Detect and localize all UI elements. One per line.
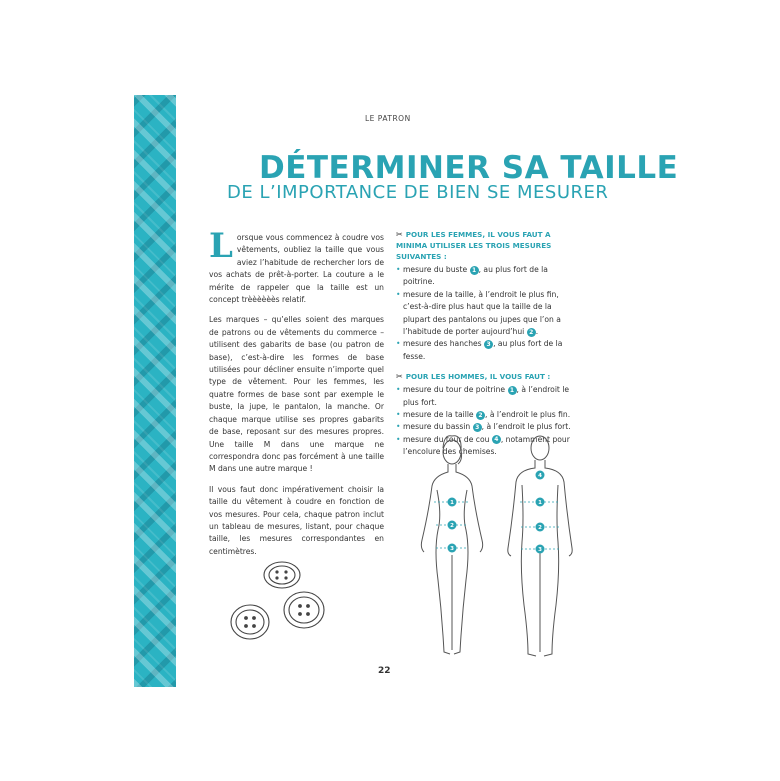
item-text: , à l’endroit le plus fort. xyxy=(403,385,570,407)
men-heading xyxy=(396,371,573,382)
sewing-buttons-illustration xyxy=(222,550,332,650)
item-text: , au plus fort de la poitrine. xyxy=(403,265,548,287)
marker-badge: 3 xyxy=(473,423,482,432)
marker-badge: 4 xyxy=(492,435,501,444)
list-item xyxy=(396,264,573,289)
scissors-icon: ✂ xyxy=(396,372,403,382)
item-text: , au plus fort de la fesse. xyxy=(403,339,563,361)
body-measurement-figures xyxy=(400,430,580,665)
woman-marker-2: 2 xyxy=(450,523,454,529)
marker-badge: 1 xyxy=(470,266,479,275)
list-item xyxy=(396,384,573,409)
item-text: mesure du bassin xyxy=(403,422,473,432)
page-number: 22 xyxy=(378,666,391,676)
paragraph-intro-text: orsque vous commencez à coudre vos vêtements, oubliez la taille que vous aviez l’habitude de rechercher lors de vos achats de prêt-à-porter. La couture a le mérite de rappeler que la taille est un concept trèèèèèès relatif. xyxy=(209,233,384,305)
scissors-icon: ✂ xyxy=(396,230,403,239)
section-label: LE PATRON xyxy=(365,114,411,123)
marker-badge: 2 xyxy=(527,328,536,337)
item-text: mesure de la taille, à l’endroit le plus fin, c’est-à-dire plus haut que la taille de la plupart des pantalons ou jupes que l’on a l’habitude de porter aujourd’hui xyxy=(403,289,561,337)
marker-badge: 2 xyxy=(476,411,485,420)
item-text: mesure du tour de cou xyxy=(403,434,492,444)
marker-badge: 1 xyxy=(508,386,517,395)
man-marker-3: 3 xyxy=(538,547,542,553)
item-text: mesure du buste xyxy=(403,265,470,274)
page-title: DÉTERMINER SA TAILLE xyxy=(259,150,679,186)
marker-badge: 3 xyxy=(484,340,493,349)
man-marker-4: 4 xyxy=(538,473,542,479)
woman-marker-1: 1 xyxy=(450,500,454,506)
women-heading-text: POUR LES FEMMES, IL VOUS FAUT A MINIMA UTILISER LES TROIS MESURES SUIVANTES : xyxy=(396,230,552,261)
dropcap: L xyxy=(209,226,233,266)
tartan-side-band xyxy=(134,95,176,687)
paragraph-intro xyxy=(209,226,384,306)
item-text: , à l’endroit le plus fort. xyxy=(481,422,571,432)
list-item xyxy=(396,289,573,339)
item-text: , à l’endroit le plus fin. xyxy=(485,410,571,420)
man-marker-2: 2 xyxy=(538,525,542,531)
women-list xyxy=(396,264,573,363)
item-text: mesure de la taille xyxy=(403,410,477,420)
man-marker-1: 1 xyxy=(538,500,542,506)
men-heading-text: POUR LES HOMMES, IL VOUS FAUT : xyxy=(405,372,551,382)
item-text: , notamment pour l’encolure des chemises. xyxy=(403,434,570,457)
item-text: . xyxy=(535,327,539,337)
page-subtitle: DE L’IMPORTANCE DE BIEN SE MESURER xyxy=(227,182,609,203)
item-text: mesure des hanches xyxy=(403,339,485,349)
left-column xyxy=(209,226,384,566)
paragraph-measures: Il vous faut donc impérativement choisir la taille du vêtement à coudre en fonction de vos mesures. Pour cela, chaque patron inclut un tableau de mesures, listant, pour chaque taille, les mesures correspondantes en centimètres. xyxy=(209,484,384,556)
item-text: mesure du tour de poitrine xyxy=(403,385,508,395)
list-item xyxy=(396,409,573,421)
women-heading xyxy=(396,229,573,262)
list-item xyxy=(396,338,573,363)
woman-marker-3: 3 xyxy=(450,546,454,552)
paragraph-brands: Les marques – qu’elles soient des marques de patrons ou de vêtements du commerce – utilisent des gabarits de base (ou patron de base), c’est-à-dire les formes de base utilisées pour décliner ensuite n’importe quel type de vêtement. Pour les femmes, les quatre formes de base sont par exemple le buste, la jupe, le pantalon, la manche. Or chaque marque utilise ses propres gabarits de base, reposant sur des mesures propres. Une taille M dans une marque ne correspondra donc pas forcément à une taille M dans une autre marque ! xyxy=(209,315,384,474)
